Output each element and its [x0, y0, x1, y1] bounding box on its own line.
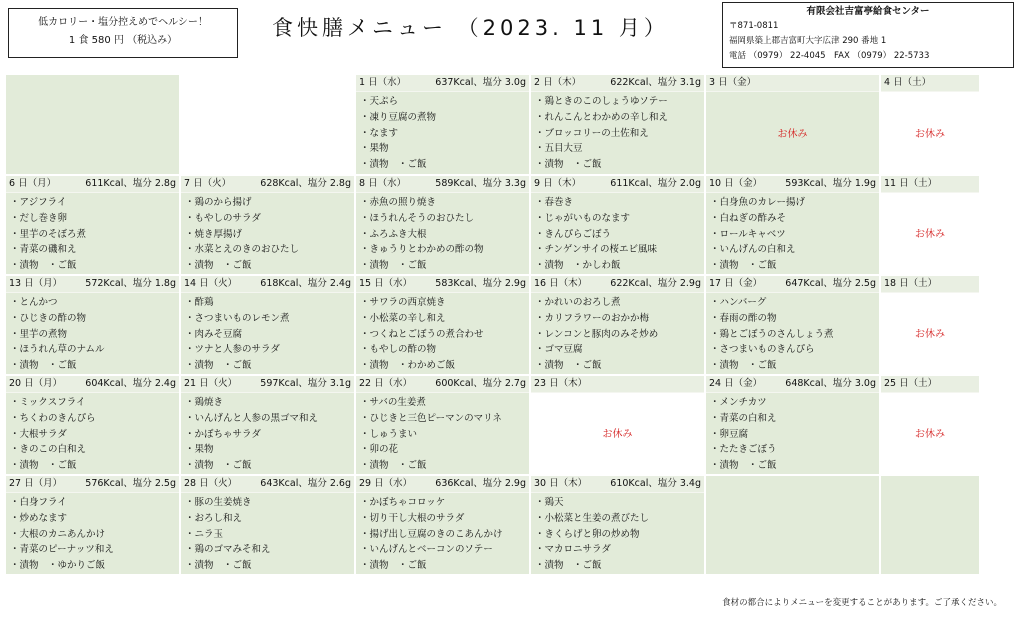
menu-item: ・果物 [360, 143, 389, 155]
holiday-label: お休み [915, 329, 945, 340]
menu-item: ・漬物 ・ご飯 [185, 460, 252, 472]
menu-item: ・漬物 ・ご飯 [185, 260, 252, 272]
menu-item: ・漬物 ・ご飯 [360, 159, 427, 171]
menu-item: ・卵豆腐 [710, 428, 749, 440]
day-nutrition: 647Kcal、塩分 2.5g [785, 278, 876, 289]
menu-item: ・いんげんとベーコンのソテー [360, 544, 493, 556]
day-date: 15 日（水） [359, 278, 413, 289]
menu-item: ・カリフラワーのおかか梅 [535, 312, 650, 324]
day-header [6, 276, 179, 293]
menu-item: ・天ぷら [360, 96, 399, 107]
day-date: 2 日（木） [534, 77, 582, 88]
day-cell [881, 276, 979, 374]
menu-item-list [706, 293, 879, 374]
menu-item: ・きゅうりとわかめの酢の物 [360, 244, 484, 256]
menu-item: ・漬物 ・ゆかりご飯 [10, 560, 106, 572]
day-cell [531, 75, 704, 174]
menu-item: ・白身魚のカレー揚げ [710, 197, 806, 208]
menu-item: ・水菜とえのきのおひたし [185, 244, 300, 256]
menu-item: ・さつまいものレモン煮 [185, 312, 290, 324]
day-cell [6, 476, 179, 574]
day-date: 23 日（木） [534, 378, 588, 389]
day-date: 8 日（水） [359, 178, 407, 189]
day-nutrition: 610Kcal、塩分 3.4g [610, 478, 701, 489]
day-header [881, 276, 979, 293]
menu-item-list [181, 393, 354, 474]
day-header [881, 176, 979, 193]
day-date: 28 日（火） [184, 478, 238, 489]
day-cell [531, 376, 704, 474]
menu-item-list [181, 493, 354, 574]
company-info-box [722, 2, 1014, 68]
menu-item: ・マカロニサラダ [535, 544, 611, 556]
day-date: 17 日（金） [709, 278, 763, 289]
day-header [6, 176, 179, 193]
day-header [356, 276, 529, 293]
menu-item: ・アジフライ [10, 197, 67, 208]
menu-item: ・小松菜の辛し和え [360, 312, 446, 324]
menu-item-list [6, 393, 179, 474]
menu-item: ・れんこんとわかめの辛し和え [535, 111, 669, 123]
price-note-box [8, 8, 238, 58]
day-header [356, 75, 529, 92]
menu-item: ・鶏天 [535, 497, 564, 508]
holiday-label: お休み [915, 429, 945, 440]
day-date: 4 日（土） [884, 77, 932, 88]
day-nutrition: 589Kcal、塩分 3.3g [435, 178, 526, 189]
day-header [6, 376, 179, 393]
menu-item: ・青菜の白和え [710, 412, 777, 424]
menu-item: ・炒めなます [10, 512, 68, 524]
day-header [181, 176, 354, 193]
day-cell [356, 176, 529, 274]
menu-item: ・白ねぎの酢みそ [710, 212, 787, 224]
menu-item-list [6, 293, 179, 374]
day-header [356, 176, 529, 193]
menu-item: ・かれいのおろし煮 [535, 297, 621, 308]
menu-item: ・きくらげと卵の炒め物 [535, 528, 640, 540]
page-title: 食快膳メニュー （2023. 11 月） [272, 16, 669, 40]
menu-item: ・切り干し大根のサラダ [360, 512, 465, 524]
day-header [881, 75, 979, 92]
menu-item: ・かぼちゃサラダ [185, 428, 261, 440]
menu-item-list [531, 493, 704, 574]
menu-item: ・鶏のから揚げ [185, 197, 252, 208]
menu-item: ・ほうれんそうのおひたし [360, 212, 475, 224]
footer-note: 食材の都合によりメニューを変更することがあります。ご了承ください。 [722, 598, 1002, 608]
day-nutrition: 637Kcal、塩分 3.0g [435, 77, 526, 88]
menu-item: ・ブロッコリーの土佐和え [535, 127, 649, 139]
day-date: 24 日（金） [709, 378, 763, 389]
day-nutrition: 583Kcal、塩分 2.9g [435, 278, 526, 289]
menu-item: ・チンゲンサイの桜エビ風味 [535, 244, 657, 256]
day-header [181, 376, 354, 393]
day-nutrition: 597Kcal、塩分 3.1g [260, 378, 351, 389]
day-date: 20 日（月） [9, 378, 63, 389]
day-nutrition: 611Kcal、塩分 2.0g [610, 178, 701, 189]
menu-item: ・大根サラダ [10, 428, 67, 440]
menu-item: ・ハンバーグ [710, 297, 767, 308]
menu-item: ・漬物 ・ご飯 [710, 260, 777, 272]
empty-cell [881, 476, 979, 574]
menu-item: ・里芋の煮物 [10, 328, 68, 340]
menu-item: ・鶏とごぼうのさんしょう煮 [710, 328, 834, 340]
menu-item: ・鶏ときのこのしょうゆソテー [535, 96, 668, 107]
menu-item: ・漬物 ・ご飯 [360, 560, 427, 572]
day-cell [6, 376, 179, 474]
day-header [531, 276, 704, 293]
company-phone: 電話 （0979） 22-4045 FAX （0979） 22-5733 [729, 51, 930, 61]
menu-item: ・果物 [185, 444, 214, 456]
day-header [706, 376, 879, 393]
menu-item: ・揚げ出し豆腐のきのこあんかけ [360, 528, 503, 540]
day-date: 14 日（火） [184, 278, 238, 289]
day-header [531, 176, 704, 193]
day-nutrition: 622Kcal、塩分 3.1g [610, 77, 701, 88]
day-cell [531, 476, 704, 574]
menu-item-list [181, 293, 354, 374]
day-date: 18 日（土） [884, 278, 938, 289]
day-cell [531, 276, 704, 374]
day-cell [706, 75, 879, 174]
day-nutrition: 618Kcal、塩分 2.4g [260, 278, 351, 289]
menu-item: ・つくねとごぼうの煮合わせ [360, 328, 484, 340]
day-cell [881, 75, 979, 174]
menu-item: ・肉みそ豆腐 [185, 328, 243, 340]
menu-item: ・青菜のピーナッツ和え [10, 544, 114, 556]
menu-item: ・なます [360, 127, 399, 139]
menu-item-list [356, 92, 529, 173]
day-header [181, 476, 354, 493]
company-postal: 〒871-0811 [729, 21, 779, 31]
day-header [531, 476, 704, 493]
day-nutrition: 604Kcal、塩分 2.4g [85, 378, 176, 389]
empty-cell [181, 75, 354, 174]
menu-item: ・鶏のゴマみそ和え [185, 544, 271, 556]
menu-item: ・たたきごぼう [710, 444, 777, 456]
menu-item: ・漬物 ・ご飯 [185, 360, 252, 372]
menu-item-list [356, 393, 529, 474]
note-line-2: 1 食 580 円 （税込み） [68, 35, 178, 46]
note-line-1: 低カロリー・塩分控えめでヘルシー！ [38, 17, 208, 28]
menu-item: ・大根のカニあんかけ [10, 528, 106, 540]
menu-item: ・ミックスフライ [10, 397, 86, 408]
menu-item: ・漬物 ・ご飯 [185, 560, 252, 572]
menu-item: ・漬物 ・ご飯 [535, 360, 602, 372]
day-nutrition: 648Kcal、塩分 3.0g [785, 378, 876, 389]
menu-item: ・ひじきと三色ピーマンのマリネ [360, 412, 502, 424]
empty-cell [706, 476, 879, 574]
day-header [531, 376, 704, 393]
day-cell [356, 276, 529, 374]
day-cell [706, 176, 879, 274]
menu-item: ・赤魚の照り焼き [360, 197, 437, 208]
day-date: 13 日（月） [9, 278, 63, 289]
day-header [181, 276, 354, 293]
holiday-label: お休み [915, 229, 945, 240]
menu-item: ・もやしの酢の物 [360, 344, 437, 356]
menu-item-list [531, 193, 704, 274]
menu-item: ・だし巻き卵 [10, 212, 68, 224]
day-nutrition: 600Kcal、塩分 2.7g [435, 378, 526, 389]
menu-item: ・漬物 ・ご飯 [10, 260, 77, 272]
day-nutrition: 628Kcal、塩分 2.8g [260, 178, 351, 189]
menu-item: ・レンコンと豚肉のみそ炒め [535, 328, 659, 340]
day-date: 11 日（土） [884, 178, 938, 189]
day-nutrition: 572Kcal、塩分 1.8g [85, 278, 176, 289]
day-date: 6 日（月） [9, 178, 57, 189]
menu-item-list [6, 493, 179, 574]
menu-item: ・サワラの西京焼き [360, 297, 446, 308]
holiday-label: お休み [777, 128, 808, 140]
menu-item: ・おろし和え [185, 512, 243, 524]
day-date: 3 日（金） [709, 77, 757, 88]
day-cell [181, 476, 354, 574]
menu-item: ・漬物 ・ご飯 [535, 159, 602, 171]
menu-item: ・ニラ玉 [185, 528, 224, 540]
day-date: 1 日（水） [359, 77, 407, 88]
menu-item: ・漬物 ・ご飯 [360, 260, 427, 272]
day-header [356, 476, 529, 493]
menu-item: ・かぼちゃコロッケ [360, 497, 446, 508]
menu-item: ・豚の生姜焼き [185, 497, 252, 508]
day-header [356, 376, 529, 393]
day-cell [356, 376, 529, 474]
day-date: 30 日（木） [534, 478, 588, 489]
menu-item-list [181, 193, 354, 274]
menu-item: ・青菜の磯和え [10, 244, 77, 256]
menu-item: ・ひじきの酢の物 [10, 312, 87, 324]
menu-item: ・ゴマ豆腐 [535, 344, 583, 356]
day-cell [181, 376, 354, 474]
menu-calendar-grid [6, 75, 979, 574]
menu-item: ・きのこの白和え [10, 444, 87, 456]
day-nutrition: 636Kcal、塩分 2.9g [435, 478, 526, 489]
day-cell [6, 176, 179, 274]
day-header [706, 176, 879, 193]
day-cell [706, 376, 879, 474]
menu-item: ・じゃがいものなます [535, 212, 631, 224]
menu-item-list [6, 193, 179, 274]
day-date: 25 日（土） [884, 378, 938, 389]
day-nutrition: 611Kcal、塩分 2.8g [85, 178, 176, 189]
menu-item: ・いんげんの白和え [710, 244, 796, 256]
menu-item: ・とんかつ [10, 297, 58, 308]
menu-item: ・漬物 ・ご飯 [710, 460, 777, 472]
day-cell [6, 276, 179, 374]
day-cell [881, 376, 979, 474]
day-date: 29 日（水） [359, 478, 413, 489]
menu-item: ・漬物 ・ご飯 [535, 560, 602, 572]
menu-item: ・もやしのサラダ [185, 212, 261, 224]
menu-item: ・漬物 ・かしわ飯 [535, 260, 621, 272]
menu-item-list [356, 493, 529, 574]
menu-item-list [531, 92, 704, 173]
day-cell [531, 176, 704, 274]
holiday-label: お休み [602, 429, 633, 440]
menu-item: ・ちくわのきんぴら [10, 412, 96, 424]
menu-item: ・春雨の酢の物 [710, 312, 777, 324]
day-nutrition: 643Kcal、塩分 2.6g [260, 478, 351, 489]
menu-item: ・さつまいものきんぴら [710, 344, 815, 356]
menu-item: ・メンチカツ [710, 397, 767, 408]
day-date: 22 日（水） [359, 378, 413, 389]
menu-item: ・漬物 ・ご飯 [10, 360, 77, 372]
day-cell [356, 75, 529, 174]
day-header [881, 376, 979, 393]
day-header [706, 276, 879, 293]
menu-item: ・鶏焼き [185, 397, 224, 408]
day-nutrition: 622Kcal、塩分 2.9g [610, 278, 701, 289]
menu-item: ・ロールキャベツ [710, 228, 786, 240]
day-header [706, 75, 879, 92]
day-cell [181, 176, 354, 274]
day-date: 10 日（金） [709, 178, 763, 189]
company-name: 有限会社吉富亭給食センター [806, 6, 930, 17]
day-date: 9 日（木） [534, 178, 582, 189]
menu-item: ・サバの生姜煮 [360, 397, 426, 408]
day-date: 16 日（木） [534, 278, 588, 289]
menu-item: ・ふろふき大根 [360, 228, 427, 240]
menu-item: ・白身フライ [10, 497, 67, 508]
menu-item: ・焼き厚揚げ [185, 228, 243, 240]
menu-item: ・酢鶏 [185, 297, 214, 308]
menu-item: ・凍り豆腐の煮物 [360, 111, 437, 123]
day-nutrition: 593Kcal、塩分 1.9g [785, 178, 876, 189]
day-cell [881, 176, 979, 274]
menu-item: ・ほうれん草のナムル [10, 344, 105, 356]
day-cell [356, 476, 529, 574]
menu-item: ・小松菜と生姜の煮びたし [535, 512, 650, 524]
menu-item: ・漬物 ・ご飯 [710, 360, 777, 372]
menu-item: ・ツナと人参のサラダ [185, 344, 280, 356]
company-address: 福岡県築上郡吉富町大字広津 290 番地 1 [729, 36, 887, 46]
menu-item: ・きんぴらごぼう [535, 228, 612, 240]
empty-cell [6, 75, 179, 174]
menu-item: ・五目大豆 [535, 143, 583, 155]
menu-item: ・しゅうまい [360, 428, 418, 440]
menu-item: ・いんげんと人参の黒ゴマ和え [185, 412, 319, 424]
day-date: 27 日（月） [9, 478, 63, 489]
holiday-label: お休み [915, 128, 945, 140]
menu-item-list [356, 293, 529, 374]
menu-item: ・漬物 ・わかめご飯 [360, 360, 456, 372]
menu-item-list [706, 393, 879, 474]
day-date: 7 日（火） [184, 178, 232, 189]
day-header [531, 75, 704, 92]
day-date: 21 日（火） [184, 378, 238, 389]
menu-item-list [706, 193, 879, 274]
menu-item: ・春巻き [535, 197, 574, 208]
menu-item: ・里芋のそぼろ煮 [10, 228, 87, 240]
menu-item: ・漬物 ・ご飯 [10, 460, 77, 472]
menu-item-list [531, 293, 704, 374]
day-cell [181, 276, 354, 374]
menu-item: ・卯の花 [360, 444, 399, 456]
day-header [6, 476, 179, 493]
day-cell [706, 276, 879, 374]
day-nutrition: 576Kcal、塩分 2.5g [85, 478, 176, 489]
menu-item-list [356, 193, 529, 274]
menu-item: ・漬物 ・ご飯 [360, 460, 427, 472]
